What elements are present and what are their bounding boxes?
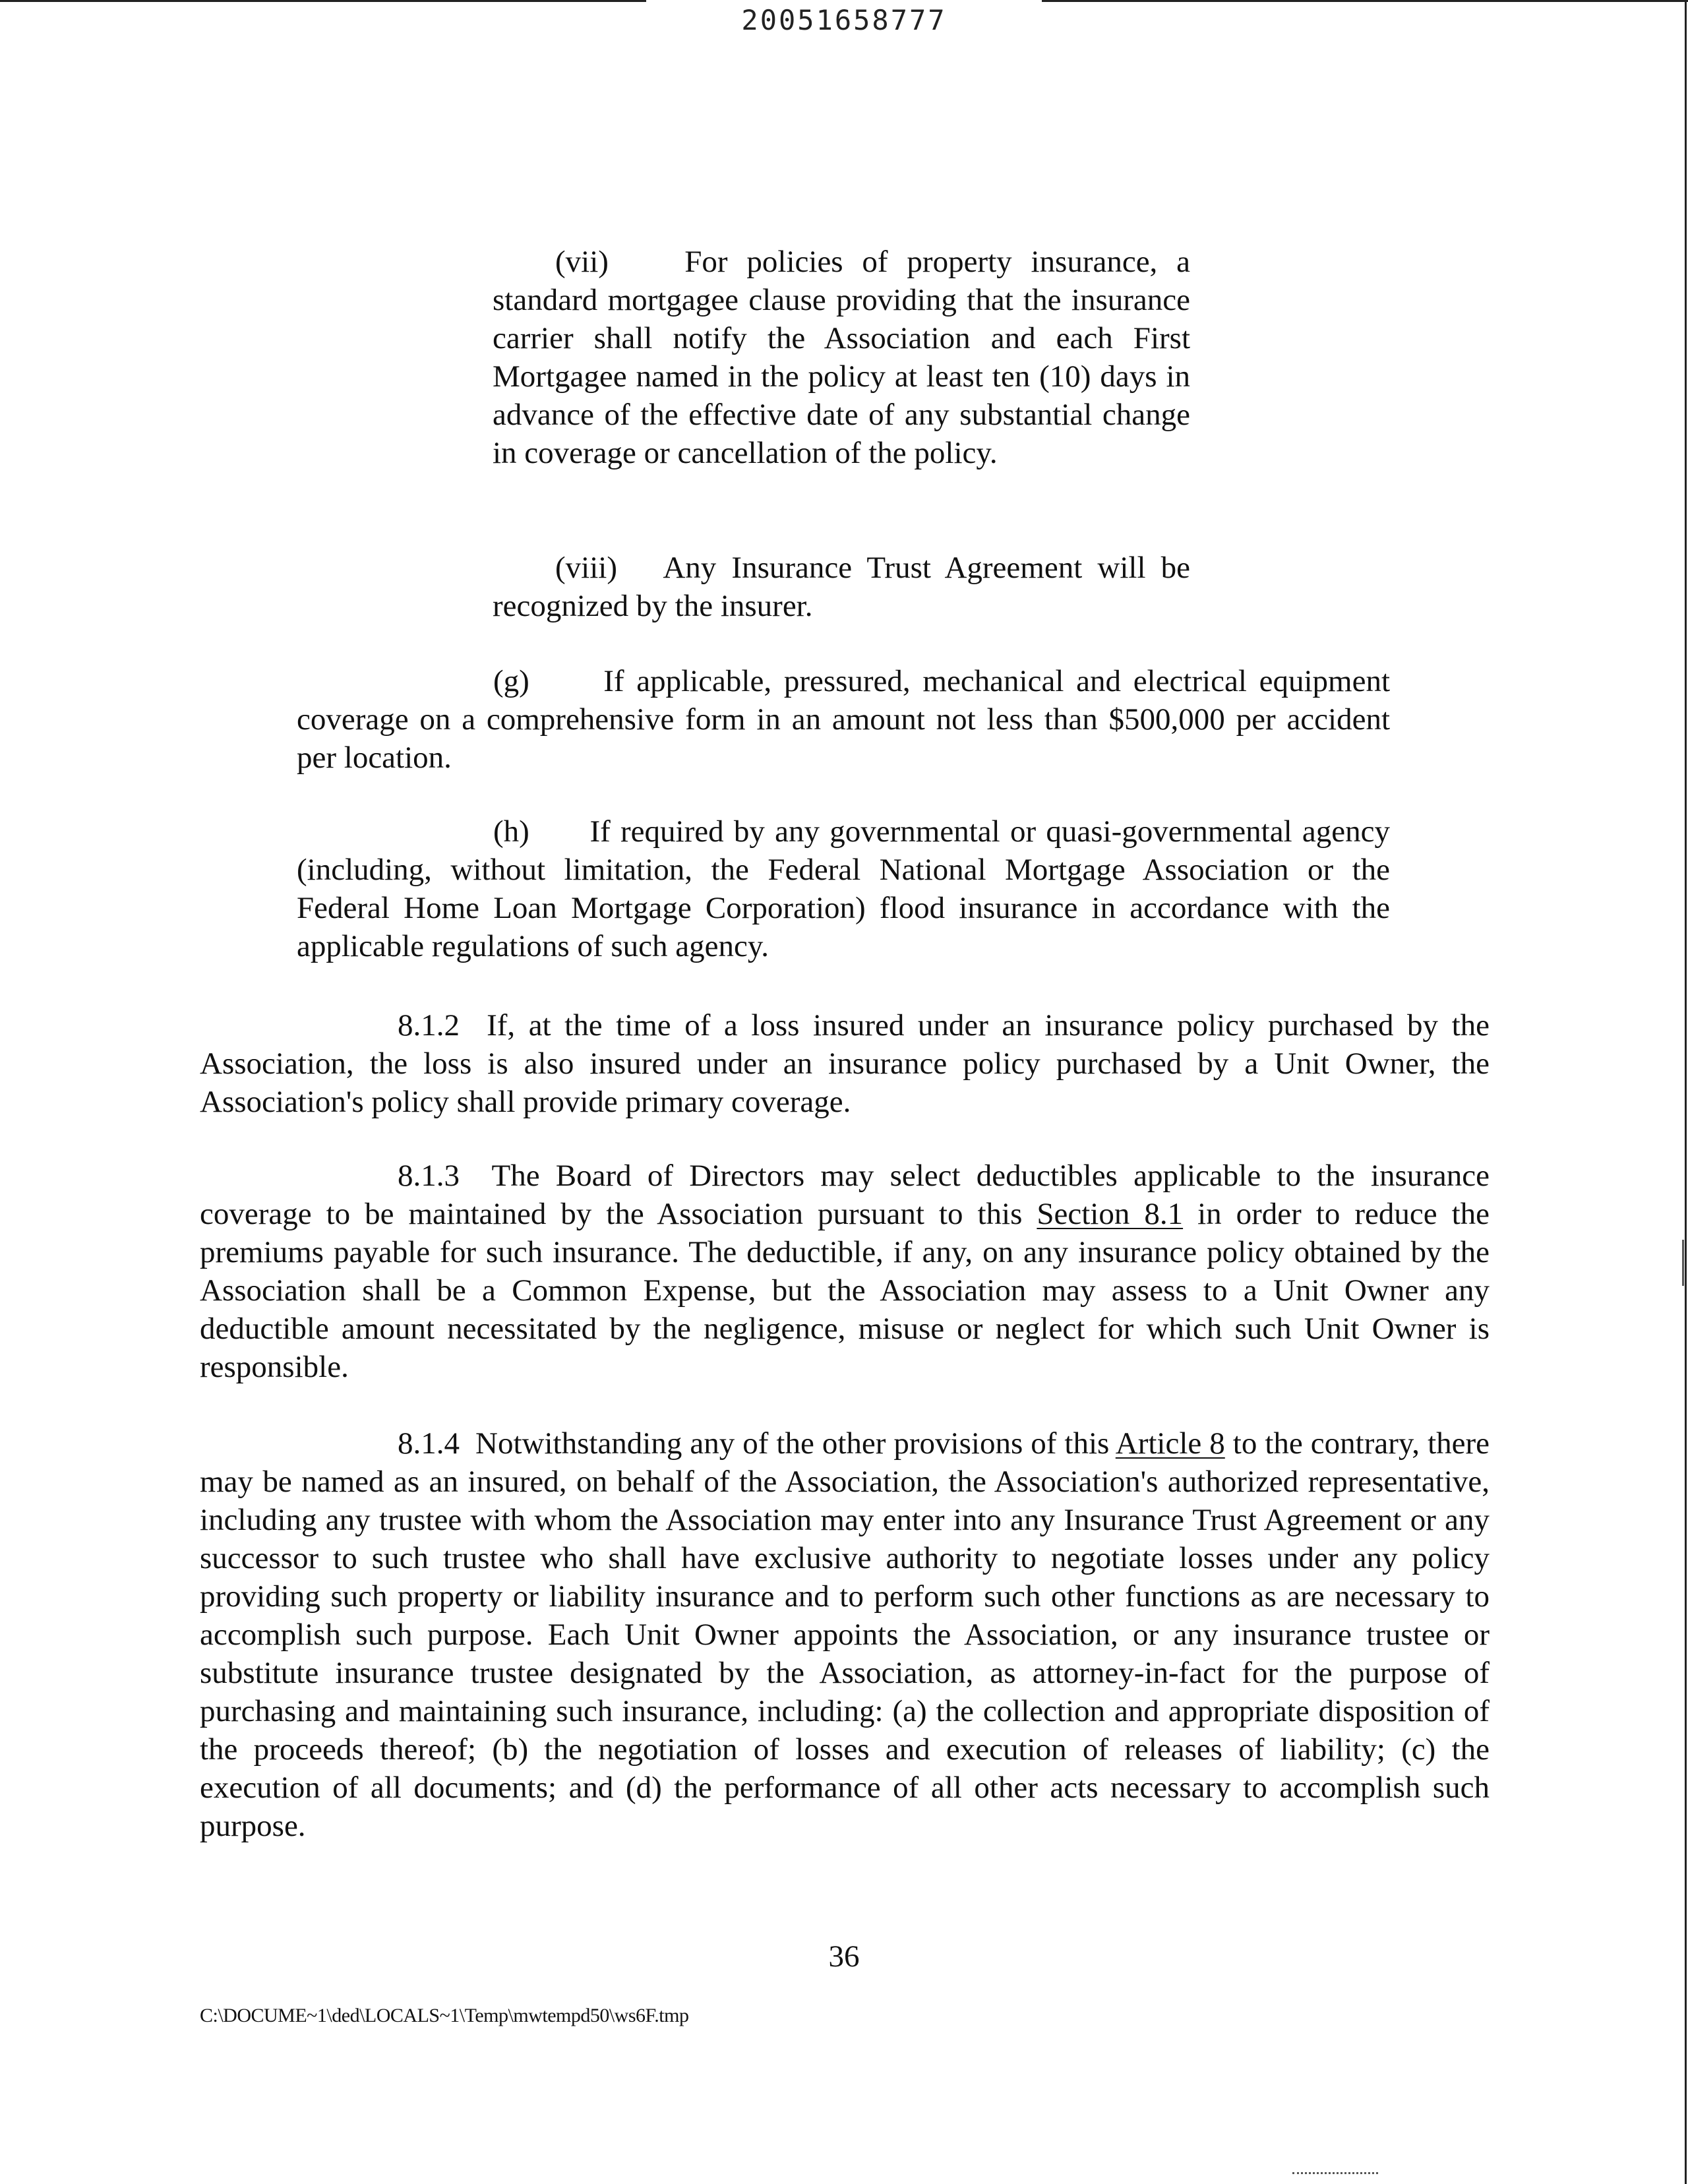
section-text-before: Notwithstanding any of the other provisions of this <box>475 1426 1110 1461</box>
paragraph-label: (g) <box>493 664 529 698</box>
paragraph-text: If applicable, pressured, mechanical and electrical equipment coverage on a comprehensive form in an amount not less than $500,000 per accident per location. <box>297 664 1391 775</box>
paragraph-label: (vii) <box>555 245 609 279</box>
paragraph-g <box>297 662 1390 777</box>
section-label: 8.1.3 <box>398 1159 460 1193</box>
paragraph-text: If required by any governmental or quasi-governmental agency (including, without limitation, the Federal National Mortgage Association or the Federal Home Loan Mortgage Corporation) flood insurance in accordance with the applicable regulations of such agency. <box>297 814 1390 963</box>
file-path-footer: C:\DOCUME~1\ded\LOCALS~1\Temp\mwtempd50\ws6F.tmp <box>200 2005 689 2026</box>
paragraph-text: For policies of property insurance, a standard mortgagee clause providing that the insurance carrier shall notify the Association and each First Mortgagee named in the policy at least ten (10) days in advance of the effective date of any substantial change in coverage or cancellation of the policy. <box>493 245 1191 470</box>
section-8-1-3 <box>200 1157 1490 1386</box>
document-number: 20051658777 <box>741 4 947 36</box>
article-reference-link[interactable]: Article 8 <box>1115 1426 1225 1461</box>
section-8-1-2 <box>200 1006 1490 1121</box>
section-label: 8.1.4 <box>398 1426 460 1461</box>
paragraph-h <box>297 812 1390 965</box>
section-reference-link[interactable]: Section 8.1 <box>1037 1197 1184 1231</box>
paragraph-text: Any Insurance Trust Agreement will be recognized by the insurer. <box>493 551 1190 623</box>
section-8-1-4 <box>200 1424 1490 1845</box>
paragraph-label: (viii) <box>555 551 617 585</box>
section-text-after: to the contrary, there may be named as an insured, on behalf of the Association, the Association's authorized representative, including any trustee with whom the Association may enter into any Insurance Trust Agreement or any successor to such trustee who shall have exclusive authority to negotiate losses under any policy providing such property or liability insurance and to perform such other functions as are necessary to accomplish such purpose. Each Unit Owner appoints the Association, or any insurance trustee or substitute insurance trustee designated by the Association, as attorney-in-fact for the purpose of purchasing and maintaining such insurance, including: (a) the collection and appropriate disposition of the proceeds thereof; (b) the negotiation of losses and execution of releases of liability; (c) the execution of all documents; and (d) the performance of all other acts necessary to accomplish such purpose. <box>200 1426 1490 1843</box>
scan-border-right <box>1685 0 1687 2184</box>
section-label: 8.1.2 <box>398 1008 460 1043</box>
scan-border-top-right <box>1042 0 1688 2</box>
scan-mark <box>1682 1240 1684 1286</box>
paragraph-label: (h) <box>493 814 529 849</box>
paragraph-viii <box>493 549 1190 625</box>
scan-border-top-left <box>0 0 646 2</box>
section-text: If, at the time of a loss insured under an insurance policy purchased by the Association, the loss is also insured under an insurance policy purchased by a Unit Owner, the Association's policy shall provide primary coverage. <box>200 1008 1490 1119</box>
page-number: 36 <box>828 1939 860 1974</box>
section-text-after: in order to reduce the premiums payable for such insurance. The deductible, if any, on any insurance policy obtained by the Association shall be a Common Expense, but the Association may assess to a Unit Owner any deductible amount necessitated by the negligence, misuse or neglect for which such Unit Owner is responsible. <box>200 1197 1490 1384</box>
section-text-before: The Board of Directors may select deductibles applicable to the insurance coverage to be maintained by the Association pursuant to this <box>200 1159 1490 1231</box>
scan-dash-mark <box>1292 2172 1378 2174</box>
paragraph-vii <box>493 243 1190 472</box>
